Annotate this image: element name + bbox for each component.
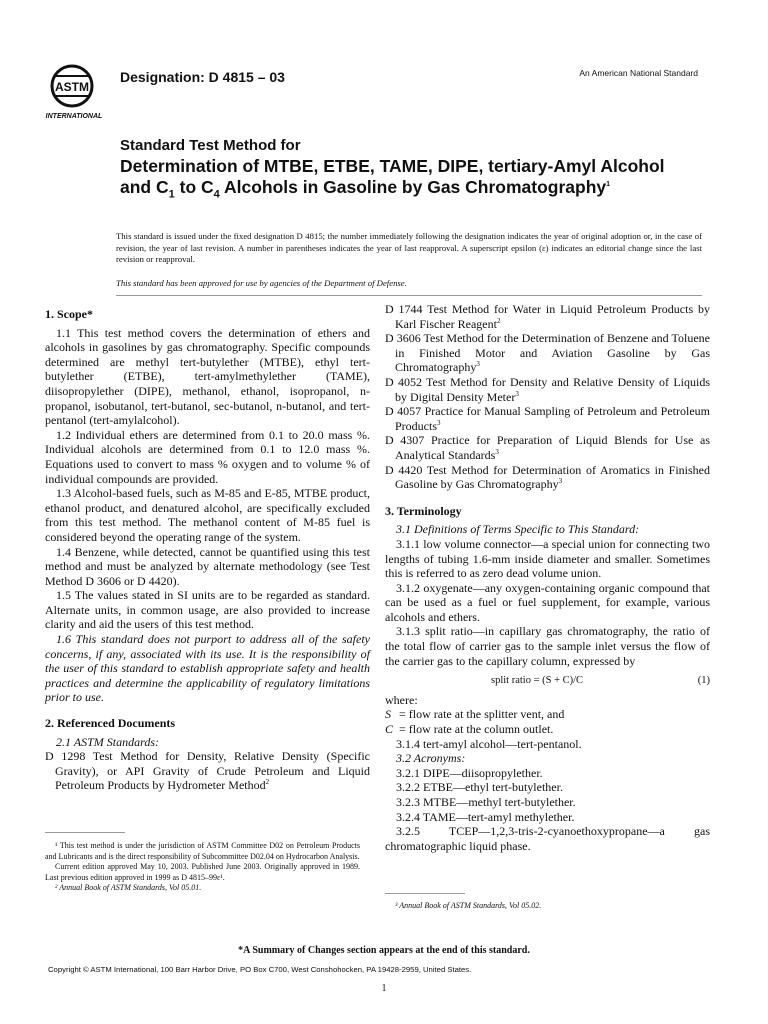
- refdocs-heading: 2. Referenced Documents: [45, 716, 176, 731]
- footnote-1: ¹ This test method is under the jurisdiction of ASTM Committee D02 on Petroleum Products and Lubricants and is the direct responsibility of Subcommittee D02.04 on Hydrocarbon Analysis.: [45, 841, 360, 861]
- footnote-1b: Current edition approved May 10, 2003. Published June 2003. Originally approved in 1989. Last previous edition approved in 1999 as D 4815–99ε¹.: [45, 862, 360, 882]
- para-3-2-1: 3.2.1 DIPE—diisopropylether.: [396, 765, 543, 780]
- para-3-2-3: 3.2.3 MTBE—methyl tert-butylether.: [396, 795, 576, 809]
- scope-heading: 1. Scope*: [45, 307, 93, 321]
- para-3-2: 3.2 Acronyms:: [396, 751, 466, 766]
- ref-d4057: D 4057 Practice for Manual Sampling of Petroleum and Petroleum Products$^3$: [385, 404, 710, 433]
- summary-note: *A Summary of Changes section appears at the end of this standard.: [238, 945, 530, 956]
- para-1-1: 1.1 This test method covers the determination of ethers and alcohols in gasolines by gas chromatography. Specific compounds determined are methyl tert-butylether (MTBE), ethyl tert-butylether (ETBE), tert-amylmethylether (TAME), diisopropylether (DIPE), methanol, ethanol, isopropanol, n-propanol, isobutanol, tert-butanol, sec-butanol, n-butanol, and tert-pentanol (tert-amylalcohol).: [45, 325, 370, 428]
- para-1-4: 1.4 Benzene, while detected, cannot be quantified using this test method and must be analyzed by alternate methodology (see Test Method D 3606 or D 4420).: [45, 544, 370, 588]
- astm-logo: [36, 60, 114, 122]
- equation-formula: split ratio = (S + C)/C: [491, 675, 584, 687]
- para-3-2-5: 3.2.5 TCEP—1,2,3-tris-2-cyanoethoxypropane—a gas chromatographic liquid phase.: [385, 824, 710, 853]
- para-3-1-3: 3.1.3 split ratio—in capillary gas chromatography, the ratio of the total flow of carrier gas to the sample inlet versus the flow of the carrier gas to the capillary column, expressed by: [385, 624, 710, 668]
- logo-text: INTERNATIONAL: [45, 113, 103, 120]
- footnote-3: ³ Annual Book of ASTM Standards, Vol 05.02.: [395, 901, 542, 910]
- ref-d4420: D 4420 Test Method for Determination of Aromatics in Finished Gasoline by Gas Chromatography$^3$: [385, 462, 710, 492]
- title-block: [120, 137, 680, 201]
- ref-d3606: D 3606 Test Method for the Determination of Benzene and Toluene in Finished Motor and Aviation Gasoline by Gas Chromatography$^3$: [385, 331, 710, 375]
- copyright: Copyright © ASTM International, 100 Barr Harbor Drive, PO Box C700, West Conshohocken, PA 19428-2959, United States.: [48, 965, 472, 974]
- left-column: [45, 302, 370, 793]
- footnotes-right: [385, 901, 705, 912]
- footnote-rule-right: [385, 893, 465, 894]
- designation: Designation: D 4815 – 03: [120, 69, 285, 85]
- dod-note: This standard has been approved for use by agencies of the Department of Defense.: [116, 278, 407, 288]
- para-2-1: 2.1 ASTM Standards:: [56, 734, 160, 749]
- def-c: C = flow rate at the column outlet.: [385, 722, 554, 737]
- right-column: [385, 302, 710, 853]
- equation-1: [385, 674, 710, 689]
- ref-d1298: D 1298 Test Method for Density, Relative Density (Specific Gravity), or API Gravity of Crude Petroleum and Liquid Petroleum Products by Hydrometer Method$^2$: [45, 749, 370, 793]
- para-3-2-2: 3.2.2 ETBE—ethyl tert-butylether.: [396, 780, 563, 795]
- para-1-3: 1.3 Alcohol-based fuels, such as M-85 and E-85, MTBE product, ethanol product, and denatured alcohol, are specifically excluded from this test method. The methanol content of M-85 fuel is considered beyond the operating range of the system.: [45, 486, 370, 544]
- ref-d4052: D 4052 Test Method for Density and Relative Density of Liquids by Digital Density Meter$^3$: [385, 374, 710, 404]
- para-1-5: 1.5 The values stated in SI units are to be regarded as standard. Alternate units, in common usage, are also provided to increase clarity and aid the users of this test method.: [45, 588, 370, 632]
- para-3-1-4: 3.1.4 tert-amyl alcohol—tert-pentanol.: [396, 736, 582, 751]
- para-3-1-1: 3.1.1 low volume connector—a special union for connecting two lengths of tubing 1.6-mm inside diameter and smaller. Sometimes this is referred to as zero dead volume union.: [385, 536, 710, 581]
- ref-d4307: D 4307 Practice for Preparation of Liquid Blends for Use as Analytical Standards$^3$: [385, 433, 710, 462]
- terminology-heading: 3. Terminology: [385, 503, 462, 518]
- title-line1: Standard Test Method for: [120, 137, 301, 154]
- standard-type: An American National Standard: [579, 68, 698, 78]
- equation-number: (1): [697, 675, 710, 687]
- para-3-1: 3.1 Definitions of Terms Specific to This Standard:: [396, 522, 640, 537]
- svg-text:ASTM: ASTM: [55, 80, 89, 94]
- footnote-2: ² Annual Book of ASTM Standards, Vol 05.01.: [55, 883, 202, 892]
- footnotes-left: [45, 841, 360, 894]
- ref-d1744: D 1744 Test Method for Water in Liquid Petroleum Products by Karl Fischer Reagent$^2$: [385, 302, 710, 331]
- para-3-2-4: 3.2.4 TAME—tert-amyl methylether.: [396, 809, 575, 824]
- para-1-6: 1.6 This standard does not purport to address all of the safety concerns, if any, associated with its use. It is the responsibility of the user of this standard to establish appropriate safety and health practices and determine the applicability of regulatory limitations prior to use.: [45, 632, 370, 705]
- main-title: Determination of MTBE, ETBE, TAME, DIPE, tertiary-Amyl Alcohol and $C_1$ to $C_4$ Alcohols in Gasoline by Gas Chromatography$^1$: [120, 156, 665, 201]
- def-s: S = flow rate at the splitter vent, and: [385, 707, 565, 722]
- header-rule: [116, 295, 702, 296]
- page-number: 1: [381, 983, 387, 994]
- para-1-2: 1.2 Individual ethers are determined from 0.1 to 20.0 mass %. Individual alcohols are determined from 0.1 to 12.0 mass %. Equations used to convert to mass % oxygen and to volume % of individual compounds are provided.: [45, 427, 370, 486]
- issue-note: This standard is issued under the fixed designation D 4815; the number immediately following the designation indicates the year of original adoption or, in the case of revision, the year of last revision. A number in parentheses indicates the year of last reapproval. A superscript epsilon (ε) indicates an editorial change since the last revision or reapproval.: [116, 231, 702, 264]
- para-3-1-2: 3.1.2 oxygenate—any oxygen-containing organic compound that can be used as a fuel or fuel supplement, for example, various alcohols and ethers.: [385, 580, 710, 624]
- where-label: where:: [385, 692, 418, 707]
- footnote-rule-left: [45, 832, 125, 833]
